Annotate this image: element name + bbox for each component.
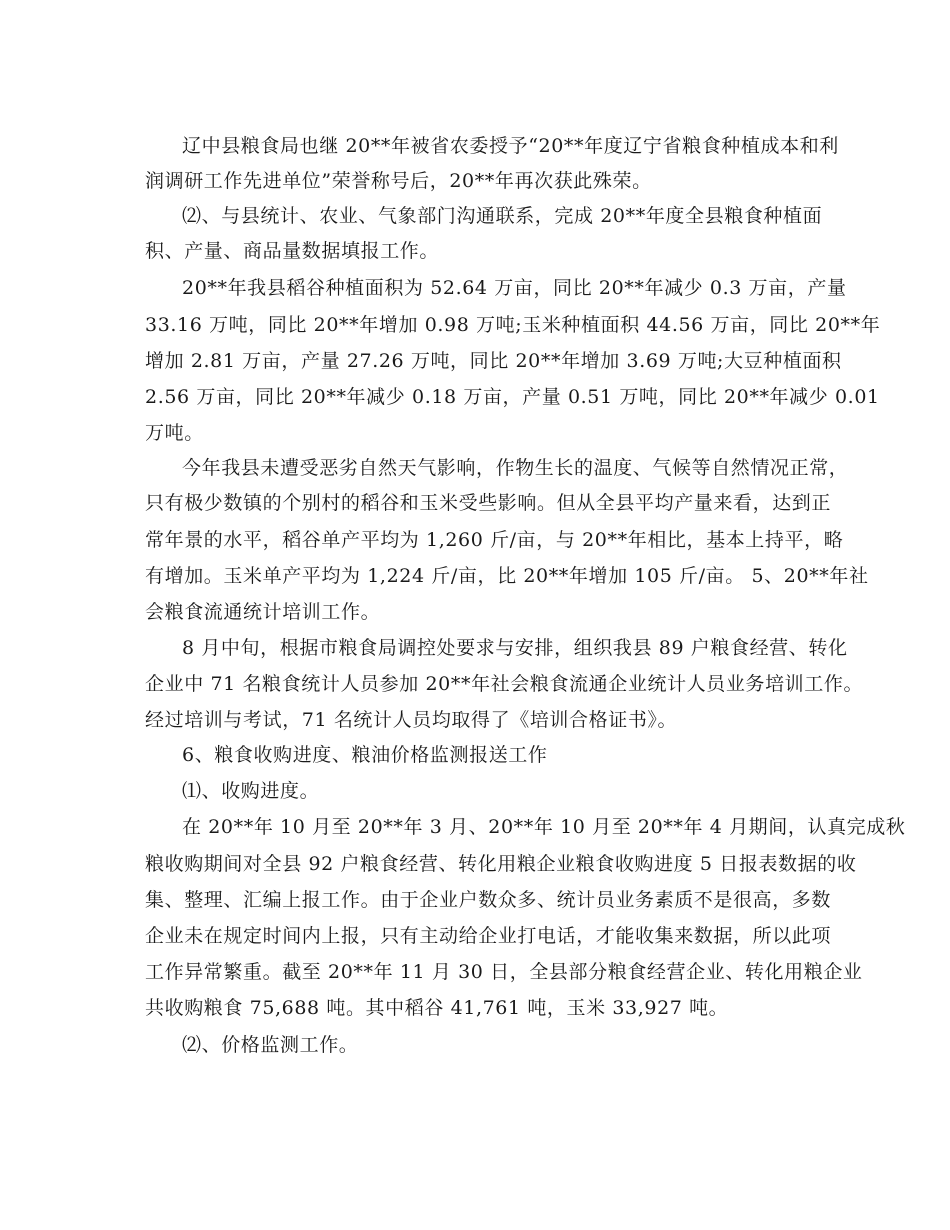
text-line: 企业中 71 名粮食统计人员参加 20**年社会粮食流通企业统计人员业务培训工作。 xyxy=(145,673,864,695)
text-line: 粮收购期间对全县 92 户粮食经营、转化用粮企业粮食收购进度 5 日报表数据的收 xyxy=(145,853,857,875)
text-line: 增加 2.81 万亩，产量 27.26 万吨，同比 20**年增加 3.69 万吨;大豆种植面积 xyxy=(145,350,842,372)
text-line: 经过培训与考试，71 名统计人员均取得了《培训合格证书》。 xyxy=(145,709,678,731)
text-line: 润调研工作先进单位”荣誉称号后，20**年再次获此殊荣。 xyxy=(145,170,652,192)
text-line: ⑴、收购进度。 xyxy=(182,780,320,802)
text-line: 工作异常繁重。截至 20**年 11 月 30 日，全县部分粮食经营企业、转化用粮企业 xyxy=(145,961,863,983)
text-line: 常年景的水平，稻谷单产平均为 1,260 斤/亩，与 20**年相比，基本上持平，略 xyxy=(145,529,844,551)
text-line: 只有极少数镇的个别村的稻谷和玉米受些影响。但从全县平均产量来看，达到正 xyxy=(145,492,832,514)
text-line: 8 月中旬，根据市粮食局调控处要求与安排，组织我县 89 户粮食经营、转化 xyxy=(182,637,848,659)
text-line: 会粮食流通统计培训工作。 xyxy=(145,601,381,623)
text-line: ⑵、价格监测工作。 xyxy=(182,1034,359,1056)
text-line: 有增加。玉米单产平均为 1,224 斤/亩，比 20**年增加 105 斤/亩。 5、20**年社 xyxy=(145,565,869,587)
text-line: ⑵、与县统计、农业、气象部门沟通联系，完成 20**年度全县粮食种植面 xyxy=(182,205,823,227)
text-line: 今年我县未遭受恶劣自然天气影响，作物生长的温度、气候等自然情况正常， xyxy=(182,457,849,479)
text-line: 企业未在规定时间内上报，只有主动给企业打电话，才能收集来数据，所以此项 xyxy=(145,925,832,947)
text-line: 积、产量、商品量数据填报工作。 xyxy=(145,240,440,262)
text-line: 集、整理、汇编上报工作。由于企业户数众多、统计员业务素质不是很高，多数 xyxy=(145,889,832,911)
text-line: 万吨。 xyxy=(145,422,204,444)
text-line: 2.56 万亩，同比 20**年减少 0.18 万亩，产量 0.51 万吨，同比 20**年减少 0.01 xyxy=(145,386,880,408)
text-line: 在 20**年 10 月至 20**年 3 月、20**年 10 月至 20**年 4 月期间，认真完成秋 xyxy=(182,816,906,838)
text-line: 6、粮食收购进度、粮油价格监测报送工作 xyxy=(182,744,548,766)
text-line: 共收购粮食 75,688 吨。其中稻谷 41,761 吨，玉米 33,927 吨。 xyxy=(145,997,729,1019)
text-line: 辽中县粮食局也继 20**年被省农委授予“20**年度辽宁省粮食种植成本和利 xyxy=(182,135,839,157)
text-line: 20**年我县稻谷种植面积为 52.64 万亩，同比 20**年减少 0.3 万亩，产量 xyxy=(182,277,847,299)
text-line: 33.16 万吨，同比 20**年增加 0.98 万吨;玉米种植面积 44.56 万亩，同比 20**年 xyxy=(145,314,881,336)
